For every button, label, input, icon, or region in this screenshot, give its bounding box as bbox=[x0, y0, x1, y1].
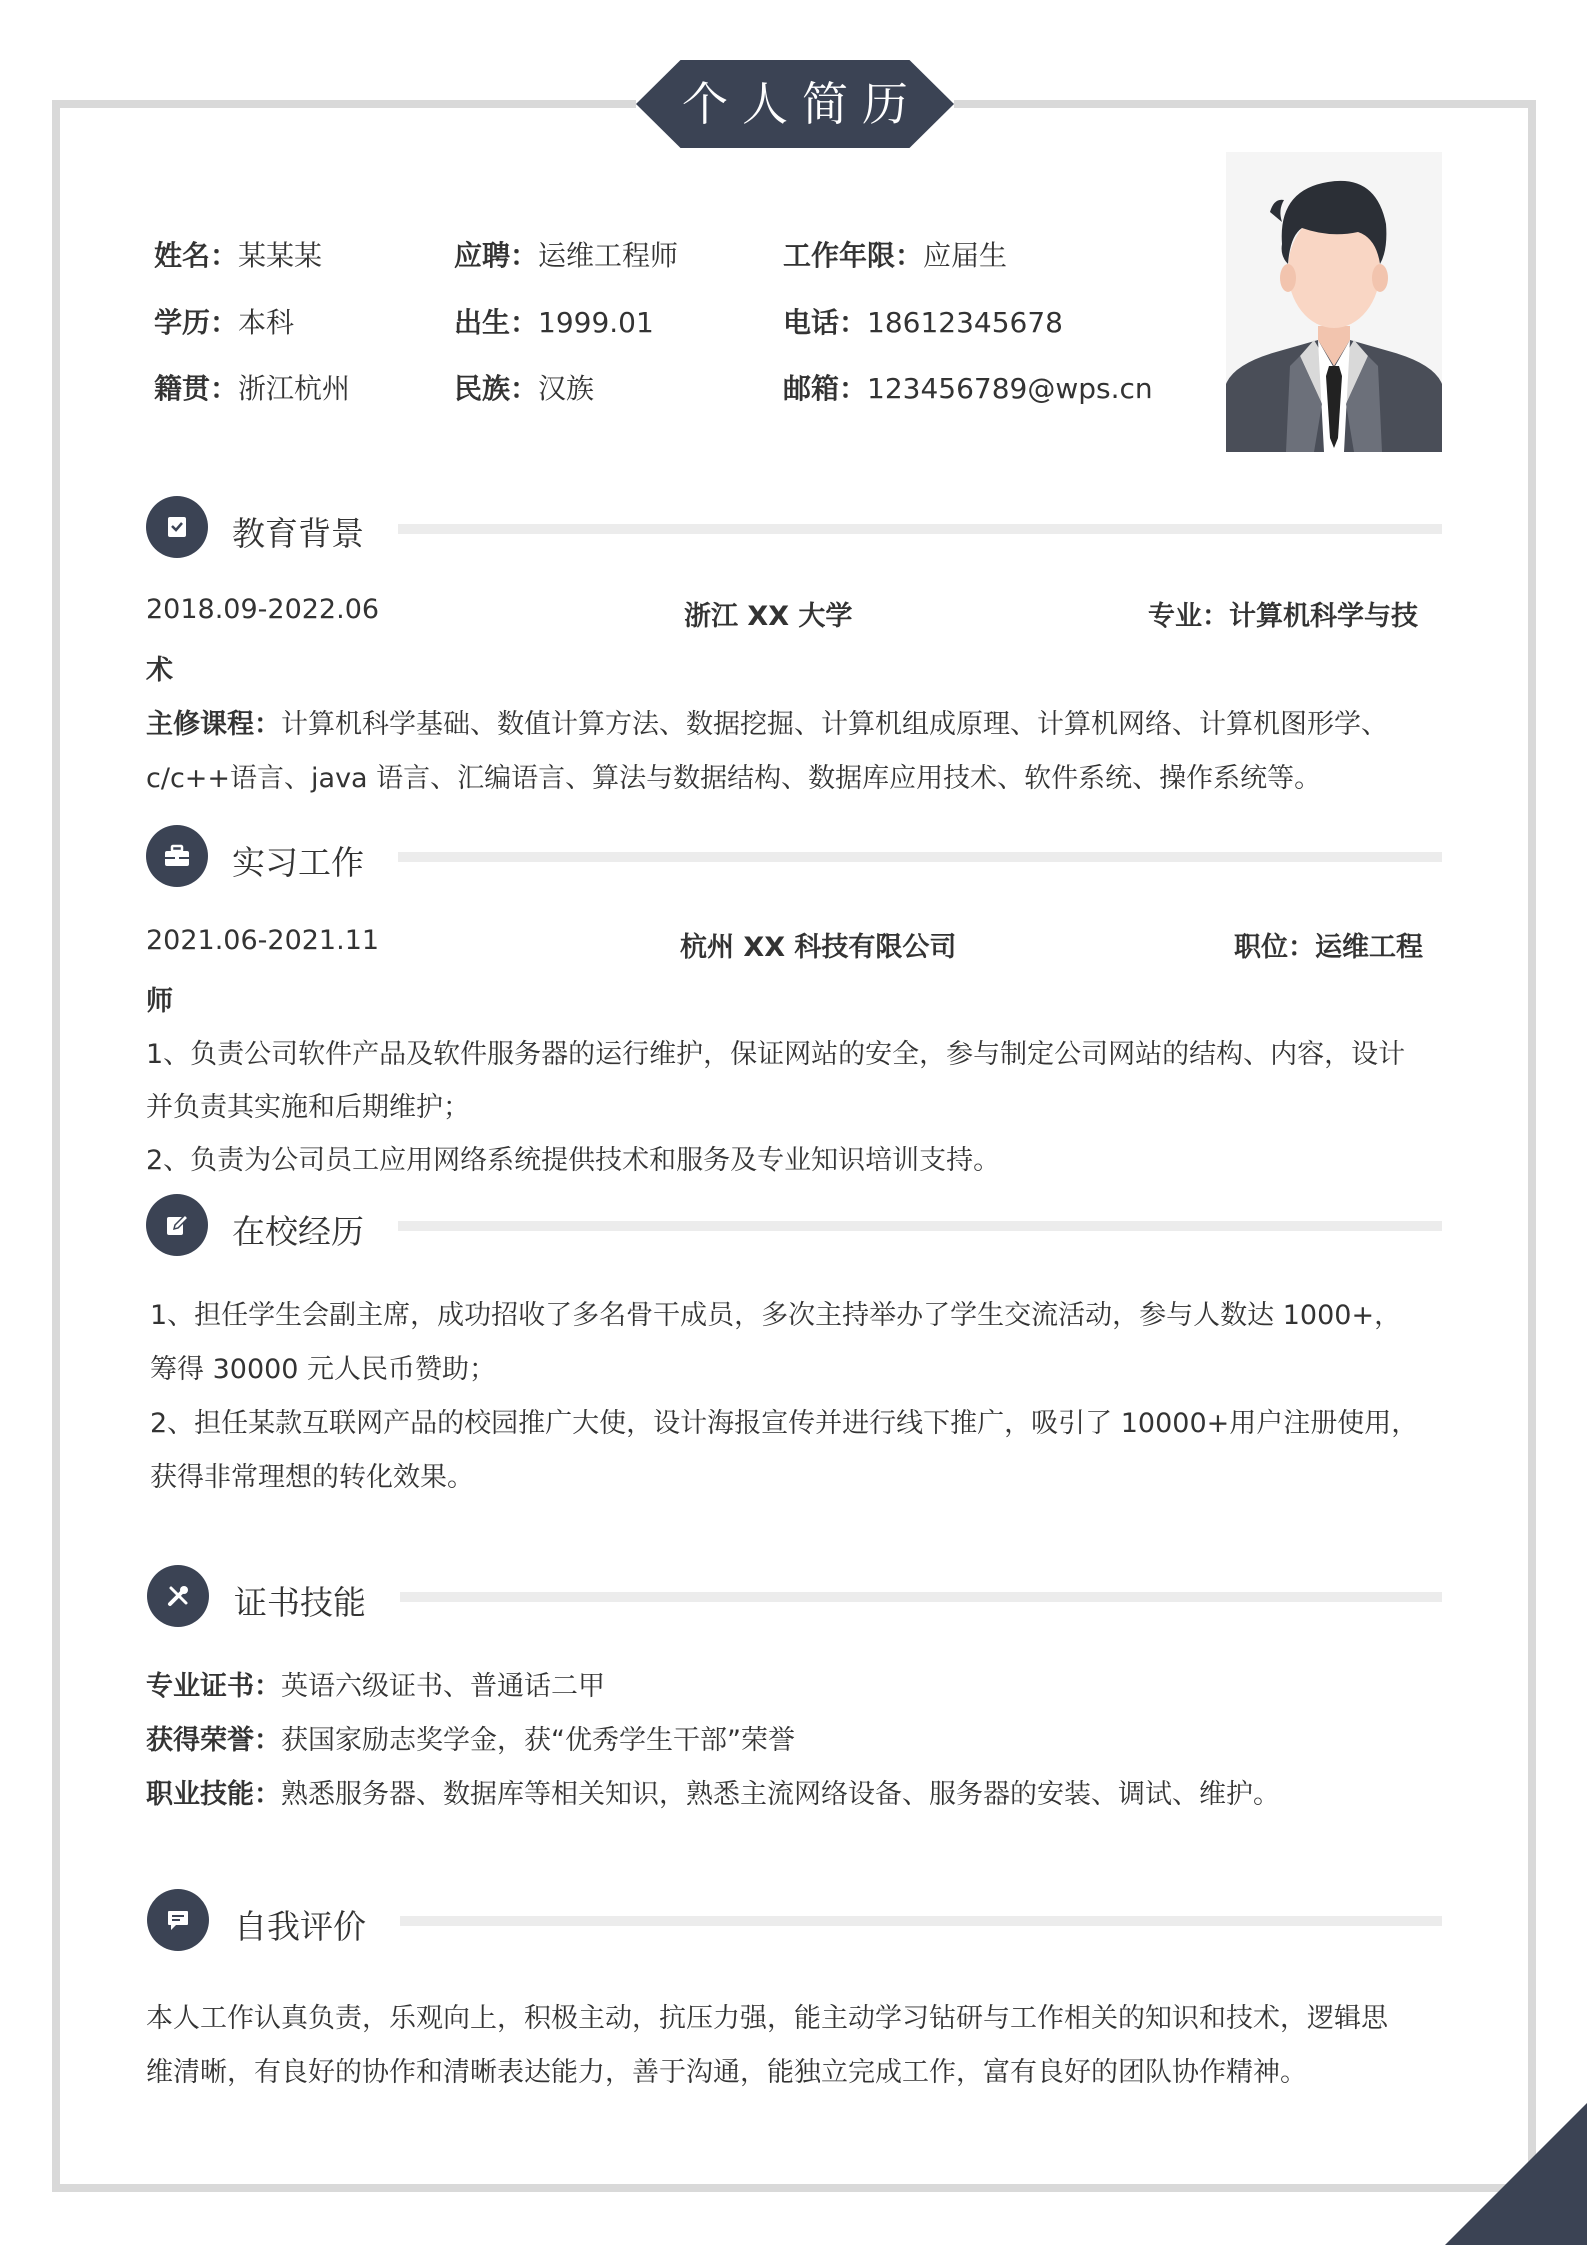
internship-duty-2: 2、负责为公司员工应用网络系统提供技术和服务及专业知识培训支持。 bbox=[146, 1145, 1001, 1176]
info-birth: 出生：1999.01 bbox=[454, 306, 654, 339]
info-ethnicity: 民族：汉族 bbox=[454, 372, 595, 405]
info-phone: 电话：18612345678 bbox=[783, 306, 1063, 339]
education-major-wrap: 术 bbox=[146, 655, 173, 686]
edit-icon bbox=[164, 1212, 190, 1238]
education-section-icon bbox=[146, 496, 208, 558]
education-major: 专业：计算机科学与技 bbox=[1148, 601, 1418, 632]
internship-position-wrap: 师 bbox=[146, 986, 173, 1017]
info-position: 应聘：运维工程师 bbox=[454, 239, 679, 272]
self-eval-heading: 自我评价 bbox=[234, 1907, 366, 1946]
briefcase-icon bbox=[163, 843, 191, 869]
tools-icon bbox=[165, 1583, 191, 1609]
internship-section-icon bbox=[146, 825, 208, 887]
campus-heading: 在校经历 bbox=[232, 1212, 364, 1251]
education-school: 浙江 XX 大学 bbox=[684, 601, 853, 632]
self-eval-section-icon bbox=[147, 1889, 209, 1951]
resume-title-banner bbox=[636, 60, 954, 148]
skills-row-certificates: 专业证书：英语六级证书、普通话二甲 bbox=[146, 1671, 605, 1702]
skills-section-icon bbox=[147, 1565, 209, 1627]
self-eval-line2: 维清晰，有良好的协作和清晰表达能力，善于沟通，能独立完成工作，富有良好的团队协作精神。 bbox=[146, 2057, 1307, 2088]
skills-heading: 证书技能 bbox=[234, 1583, 366, 1622]
profile-photo bbox=[1226, 152, 1442, 452]
internship-heading: 实习工作 bbox=[232, 843, 364, 882]
internship-period: 2021.06-2021.11 bbox=[146, 925, 380, 956]
skills-row-professional: 职业技能：熟悉服务器、数据库等相关知识，熟悉主流网络设备、服务器的安装、调试、维护。 bbox=[146, 1779, 1280, 1810]
internship-duty-1-line2: 并负责其实施和后期维护； bbox=[146, 1092, 470, 1123]
campus-divider bbox=[398, 1221, 1442, 1231]
campus-item-2-line2: 获得非常理想的转化效果。 bbox=[150, 1462, 474, 1493]
info-email: 邮箱：123456789@wps.cn bbox=[783, 372, 1153, 405]
education-divider bbox=[398, 524, 1442, 534]
resume-title: 个人简历 bbox=[682, 77, 922, 131]
self-eval-divider bbox=[400, 1916, 1442, 1926]
certificate-icon bbox=[164, 514, 190, 540]
avatar-illustration bbox=[1226, 152, 1442, 452]
internship-company: 杭州 XX 科技有限公司 bbox=[680, 932, 957, 963]
education-courses-line1: 主修课程：计算机科学基础、数值计算方法、数据挖掘、计算机组成原理、计算机网络、计算机图形学、 bbox=[146, 709, 1388, 740]
skills-divider bbox=[400, 1592, 1442, 1602]
education-heading: 教育背景 bbox=[232, 514, 364, 553]
campus-item-1-line2: 筹得 30000 元人民币赞助； bbox=[150, 1354, 497, 1385]
corner-decoration bbox=[1445, 2103, 1587, 2245]
campus-item-2-line1: 2、担任某款互联网产品的校园推广大使，设计海报宣传并进行线下推广，吸引了 10000+用户注册使用， bbox=[150, 1408, 1419, 1439]
comment-icon bbox=[165, 1907, 191, 1933]
info-degree: 学历：本科 bbox=[154, 306, 295, 339]
info-experience: 工作年限：应届生 bbox=[783, 239, 1008, 272]
info-name: 姓名：某某某 bbox=[154, 239, 323, 272]
campus-item-1-line1: 1、担任学生会副主席，成功招收了多名骨干成员，多次主持举办了学生交流活动，参与人数达 1000+， bbox=[150, 1300, 1402, 1331]
internship-position: 职位：运维工程 bbox=[1234, 932, 1423, 963]
internship-divider bbox=[398, 852, 1442, 862]
skills-row-honors: 获得荣誉：获国家励志奖学金，获“优秀学生干部”荣誉 bbox=[146, 1725, 795, 1756]
internship-duty-1-line1: 1、负责公司软件产品及软件服务器的运行维护，保证网站的安全，参与制定公司网站的结构、内容，设计 bbox=[146, 1039, 1406, 1070]
campus-section-icon bbox=[146, 1194, 208, 1256]
self-eval-line1: 本人工作认真负责，乐观向上，积极主动，抗压力强，能主动学习钻研与工作相关的知识和技术，逻辑思 bbox=[146, 2003, 1388, 2034]
education-courses-line2: c/c++语言、java 语言、汇编语言、算法与数据结构、数据库应用技术、软件系统、操作系统等。 bbox=[146, 763, 1322, 794]
education-period: 2018.09-2022.06 bbox=[146, 594, 380, 625]
info-hometown: 籍贯：浙江杭州 bbox=[154, 372, 351, 405]
